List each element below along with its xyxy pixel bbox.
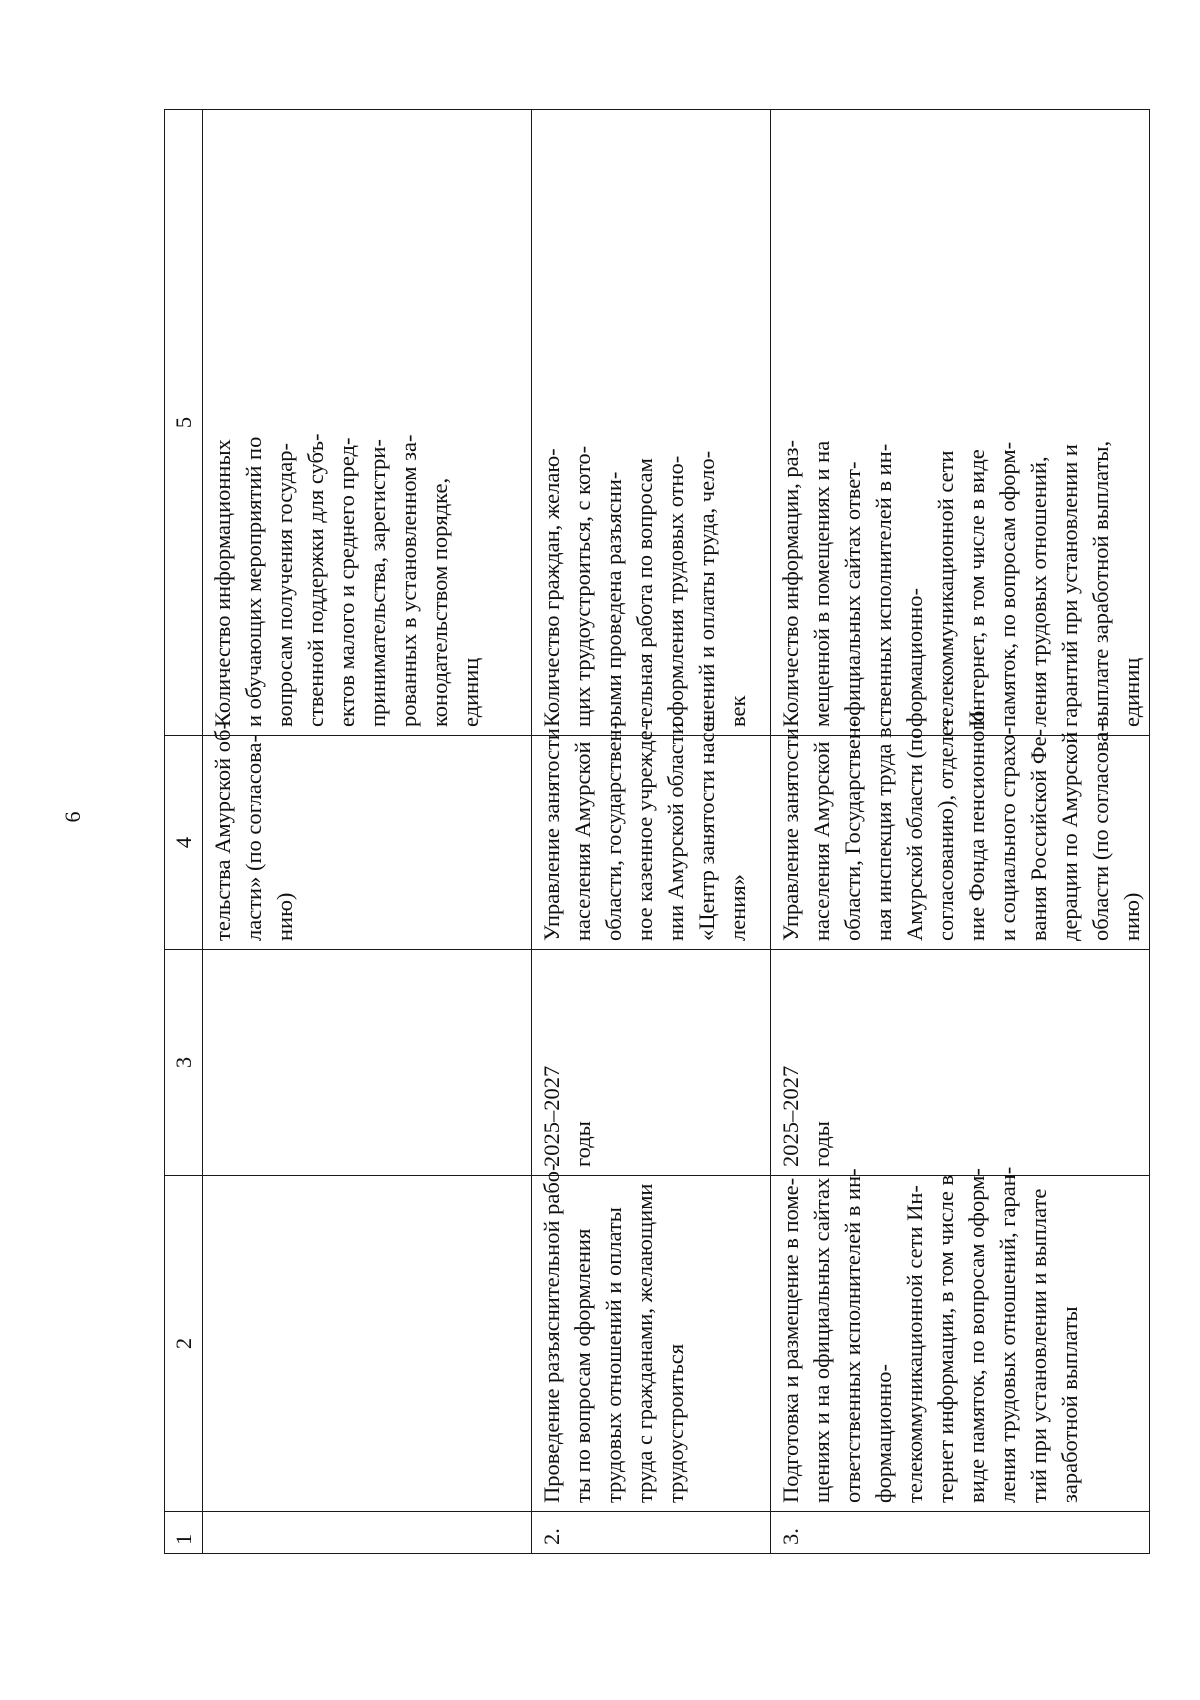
cell-line: тернет информации, в том числе в (933, 1174, 958, 1503)
cell-line: Количество информации, раз- (778, 439, 803, 727)
cell-line: нии Амурской области (663, 722, 688, 941)
row-number-cell: 3. (771, 1512, 1150, 1554)
cell-line: согласованию), отделе- (933, 718, 958, 941)
cell-line: трудовых отношений и оплаты (601, 1207, 626, 1503)
column-number-3: 3 (165, 950, 203, 1176)
indicator-cell (203, 110, 532, 736)
cell-line: ная инспекция труда в (871, 727, 896, 941)
cell-line: Количество граждан, желаю- (539, 448, 564, 727)
cell-line: Амурской области (по (902, 727, 927, 941)
cell-line: нию) (272, 892, 297, 941)
cell-line: шений и оплаты труда, чело- (694, 450, 719, 727)
cell-line: мещенной в помещениях и на (809, 440, 834, 727)
cell-line: Управление занятости (778, 728, 803, 941)
cell-line: и социального страхо- (995, 727, 1020, 941)
cell-line: единиц (458, 657, 483, 727)
period-cell (532, 950, 771, 1176)
executors-cell (532, 714, 771, 950)
cell-line: выплате заработной выплаты, (1088, 440, 1113, 727)
rotated-page-content (164, 110, 1144, 1554)
cell-line: рыми проведена разъясни- (601, 471, 626, 727)
table-row (771, 110, 1150, 1554)
cell-line: телекоммуникационной сети (933, 450, 958, 727)
cell-line: гарантий при установлении и (1057, 444, 1082, 727)
measure-cell (203, 1176, 532, 1512)
cell-line: тий при установлении и выплате (1026, 1188, 1051, 1503)
cell-line: населения Амурской (570, 741, 595, 941)
table-row (203, 110, 532, 1554)
column-number-5: 5 (165, 110, 203, 736)
measure-cell (532, 1163, 771, 1512)
executors-cell (771, 710, 1150, 950)
cell-line: труда с гражданами, желающими (632, 1183, 657, 1503)
cell-line: официальных сайтах ответ- (840, 461, 865, 727)
cell-line: области, государствен- (601, 722, 626, 941)
cell-line: единиц (1119, 657, 1144, 727)
cell-line: конодательством порядке, (427, 477, 452, 727)
cell-line: щениях и на официальных сайтах (809, 1177, 834, 1503)
column-number-4: 4 (165, 736, 203, 950)
cell-line: вания Российской Фе- (1026, 728, 1051, 941)
cell-line: ектов малого и среднего пред- (334, 437, 359, 727)
cell-line: годы (809, 1121, 834, 1167)
column-number-1: 1 (165, 1512, 203, 1554)
cell-line: трудоустроиться (663, 1343, 688, 1503)
cell-line: оформления трудовых отно- (663, 455, 688, 727)
cell-line: населения Амурской (809, 741, 834, 941)
indicator-cell (532, 110, 771, 736)
executors-cell (203, 722, 532, 950)
column-number-2: 2 (165, 1176, 203, 1512)
cell-line: Подготовка и размещение в поме- (778, 1177, 803, 1503)
cell-line: формационно- (902, 588, 927, 727)
cell-line: формационно- (871, 1364, 896, 1503)
cell-line: ления» (725, 874, 750, 941)
cell-line: области, Государствен- (840, 719, 865, 941)
cell-line: век (725, 695, 750, 727)
page-number: 6 (60, 811, 85, 823)
table-row (532, 110, 771, 1554)
cell-line: ственных исполнителей в ин- (871, 443, 896, 727)
measures-table (164, 109, 1150, 1554)
cell-line: области (по согласова- (1088, 724, 1113, 941)
cell-line: Интернет, в том числе в виде (964, 449, 989, 727)
cell-line: ты по вопросам оформления (570, 1228, 595, 1503)
cell-line: 2025–2027 (539, 1065, 564, 1167)
measure-cell (771, 1166, 1150, 1512)
cell-line: тельная работа по вопросам (632, 458, 657, 727)
cell-line: заработной выплаты (1057, 1306, 1082, 1503)
cell-line: ответственных исполнителей в ин- (840, 1168, 865, 1503)
cell-line: памяток, по вопросам оформ- (995, 441, 1020, 727)
cell-line: дерации по Амурской (1057, 731, 1082, 941)
cell-line: ное казенное учрежде- (632, 722, 657, 941)
cell-line: щих трудоустроиться, с кото- (570, 445, 595, 727)
cell-line: 2025–2027 (778, 1065, 803, 1167)
period-cell (203, 950, 532, 1176)
cell-line: ственной поддержки для субъ- (303, 433, 328, 727)
cell-line: нию) (1119, 892, 1144, 941)
cell-line: тельства Амурской об- (210, 722, 235, 941)
cell-line: вопросам получения государ- (272, 443, 297, 727)
cell-line: Управление занятости (539, 728, 564, 941)
cell-line: Количество информационных (210, 439, 235, 727)
row-number-cell (203, 1512, 532, 1554)
row-number-cell: 2. (532, 1512, 771, 1554)
cell-line: телекоммуникационной сети Ин- (902, 1185, 927, 1503)
cell-line: ления трудовых отношений, гаран- (995, 1166, 1020, 1503)
cell-line: виде памяток, по вопросам оформ- (964, 1168, 989, 1503)
cell-line: ления трудовых отношений, (1026, 456, 1051, 727)
cell-line: и обучающих мероприятий по (241, 436, 266, 727)
cell-line: годы (570, 1121, 595, 1167)
cell-line: Проведение разъяснительной рабо- (539, 1163, 564, 1503)
cell-line: ласти» (по согласова- (241, 735, 266, 941)
indicator-cell (771, 110, 1150, 736)
column-numbers-row (165, 110, 203, 1554)
cell-line: рованных в установленном за- (396, 434, 421, 727)
cell-line: ние Фонда пенсионного (964, 710, 989, 941)
cell-line: «Центр занятости насе- (694, 714, 719, 941)
cell-line: принимательства, зарегистри- (365, 439, 390, 727)
period-cell (771, 950, 1150, 1176)
